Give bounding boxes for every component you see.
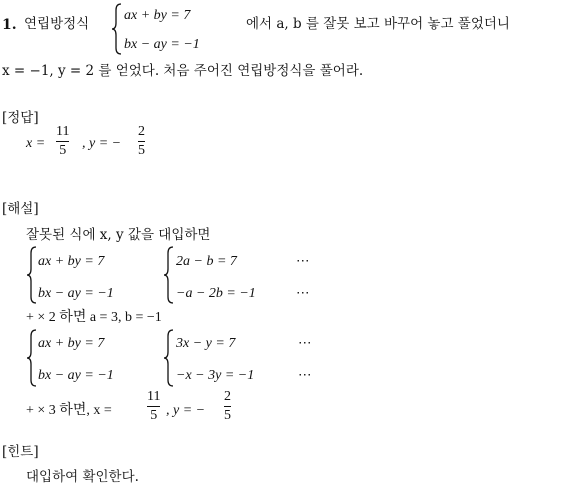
sys1-left-eq1: ax + by = 7 — [38, 254, 105, 269]
solution-step2-mid: , y = − — [166, 403, 206, 418]
hint-heading: [힌트] — [2, 444, 39, 460]
answer-y-fraction — [138, 125, 145, 158]
sys2-dots-1: ⋯ — [298, 335, 313, 351]
answer-y-numerator: 2 — [138, 124, 145, 139]
problem-line2: x = −1, y = 2 를 얻었다. 처음 주어진 연립방정식을 풀어라. — [2, 63, 364, 79]
sys1-right-brace — [164, 246, 174, 304]
step2-y-numerator: 2 — [224, 389, 231, 404]
sys2-left-eq2: bx − ay = −1 — [38, 368, 114, 383]
sys1-left-eq2: bx − ay = −1 — [38, 286, 114, 301]
sys2-left-brace — [27, 329, 37, 387]
sys1-dots-1: ⋯ — [296, 253, 311, 269]
problem-number: 1. — [2, 17, 17, 33]
sys2-right-eq1: 3x − y = 7 — [176, 336, 236, 351]
solution-heading: [해설] — [2, 201, 39, 217]
sys2-dots-2: ⋯ — [298, 367, 313, 383]
sys1-left-brace — [27, 246, 37, 304]
problem-eq2: bx − ay = −1 — [124, 37, 200, 52]
answer-x-lhs: x = — [26, 136, 46, 151]
answer-x-fraction — [56, 125, 69, 158]
problem-eq1: ax + by = 7 — [124, 8, 191, 23]
answer-x-denominator: 5 — [59, 143, 67, 158]
problem-lead: 연립방정식 — [24, 16, 90, 32]
answer-heading: [정답] — [2, 110, 39, 126]
step2-x-numerator: 11 — [147, 389, 161, 404]
solution-step2-prefix: + × 3 하면, x = — [26, 403, 112, 418]
step2-y-denominator: 5 — [224, 408, 231, 423]
step2-x-denominator: 5 — [150, 408, 158, 423]
answer-y-denominator: 5 — [138, 143, 145, 158]
solution-step2-x-fraction — [147, 390, 160, 423]
sys1-dots-2: ⋯ — [296, 285, 311, 301]
solution-step2-y-fraction — [224, 390, 231, 423]
problem-brace — [112, 3, 122, 55]
sys2-left-eq1: ax + by = 7 — [38, 336, 105, 351]
sys2-right-eq2: −x − 3y = −1 — [176, 368, 255, 383]
sys2-right-brace — [164, 329, 174, 387]
hint-text: 대입하여 확인한다. — [26, 469, 139, 485]
solution-step1: + × 2 하면 a = 3, b = −1 — [26, 310, 162, 325]
solution-intro: 잘못된 식에 x, y 값을 대입하면 — [26, 227, 211, 243]
answer-x-numerator: 11 — [56, 124, 70, 139]
problem-tail1: 에서 a, b 를 잘못 보고 바꾸어 놓고 풀었더니 — [246, 16, 510, 32]
sys1-right-eq1: 2a − b = 7 — [176, 254, 237, 269]
sys1-right-eq2: −a − 2b = −1 — [176, 286, 256, 301]
answer-separator: , y = − — [82, 136, 122, 151]
